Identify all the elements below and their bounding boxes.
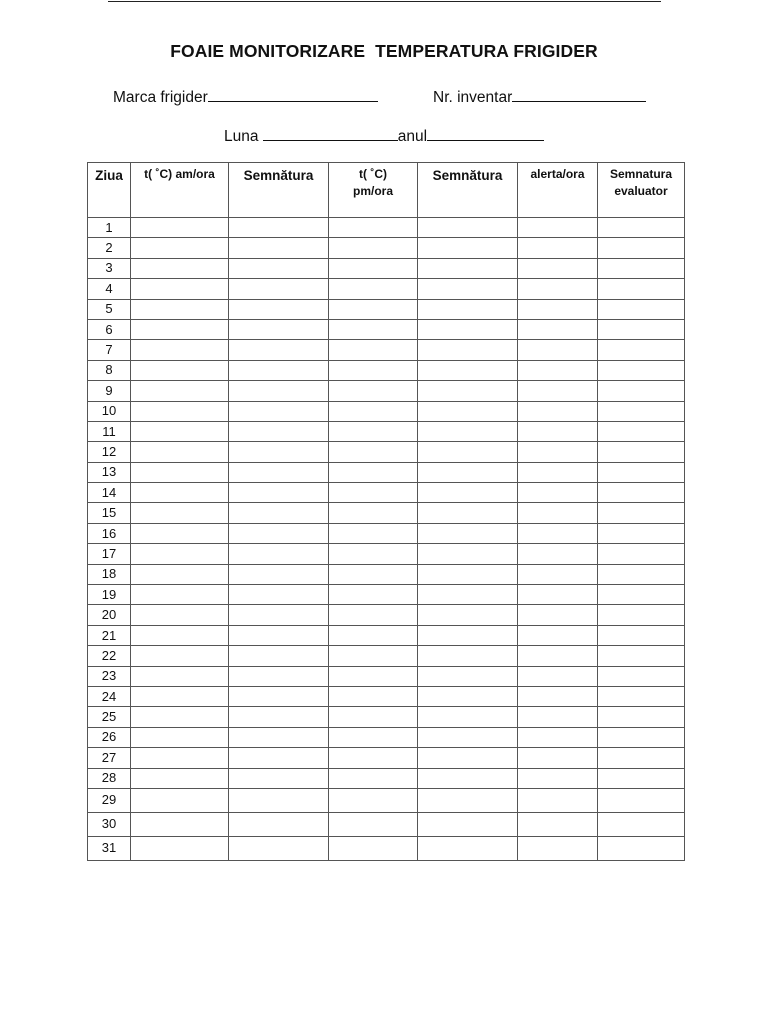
temp-pm-cell[interactable] <box>329 238 418 258</box>
evaluator-cell[interactable] <box>598 503 685 523</box>
temp-am-cell[interactable] <box>131 319 229 339</box>
temp-pm-cell[interactable] <box>329 686 418 706</box>
semnatura-2-cell[interactable] <box>418 462 518 482</box>
table-row <box>88 625 685 645</box>
temp-pm-cell[interactable] <box>329 748 418 768</box>
semnatura-1-cell[interactable] <box>229 707 329 727</box>
semnatura-2-cell[interactable] <box>418 340 518 360</box>
alerta-cell[interactable] <box>518 686 598 706</box>
semnatura-1-cell[interactable] <box>229 625 329 645</box>
semnatura-2-cell[interactable] <box>418 279 518 299</box>
temp-am-cell[interactable] <box>131 258 229 278</box>
semnatura-1-cell[interactable] <box>229 483 329 503</box>
evaluator-cell[interactable] <box>598 707 685 727</box>
luna-label: Luna <box>224 128 263 145</box>
semnatura-1-cell[interactable] <box>229 238 329 258</box>
semnatura-1-cell[interactable] <box>229 605 329 625</box>
semnatura-1-cell[interactable] <box>229 686 329 706</box>
temp-am-cell[interactable] <box>131 218 229 238</box>
table-row <box>88 279 685 299</box>
temp-pm-cell[interactable] <box>329 503 418 523</box>
semnatura-1-cell[interactable] <box>229 836 329 860</box>
header-temp-pm <box>329 163 418 218</box>
table-header-row <box>88 163 685 218</box>
evaluator-cell[interactable] <box>598 564 685 584</box>
alerta-cell[interactable] <box>518 279 598 299</box>
table-row <box>88 666 685 686</box>
semnatura-2-cell[interactable] <box>418 319 518 339</box>
alerta-cell[interactable] <box>518 625 598 645</box>
table-row <box>88 544 685 564</box>
day-number: 20 <box>88 605 131 625</box>
table-row <box>88 748 685 768</box>
alerta-cell[interactable] <box>518 462 598 482</box>
header-semnatura-2: Semnătura <box>418 163 518 218</box>
temp-pm-cell[interactable] <box>329 727 418 747</box>
evaluator-cell[interactable] <box>598 360 685 380</box>
temp-pm-cell[interactable] <box>329 788 418 812</box>
temp-pm-cell[interactable] <box>329 768 418 788</box>
day-number: 14 <box>88 483 131 503</box>
semnatura-1-cell[interactable] <box>229 340 329 360</box>
header-evaluator <box>598 163 685 218</box>
temp-am-cell[interactable] <box>131 421 229 441</box>
alerta-cell[interactable] <box>518 748 598 768</box>
temp-pm-cell[interactable] <box>329 442 418 462</box>
semnatura-2-cell[interactable] <box>418 625 518 645</box>
temp-am-cell[interactable] <box>131 340 229 360</box>
semnatura-2-cell[interactable] <box>418 605 518 625</box>
temp-pm-cell[interactable] <box>329 319 418 339</box>
header-evaluator-line2: evaluator <box>614 184 668 198</box>
day-number: 17 <box>88 544 131 564</box>
semnatura-2-cell[interactable] <box>418 238 518 258</box>
evaluator-cell[interactable] <box>598 421 685 441</box>
semnatura-1-cell[interactable] <box>229 258 329 278</box>
day-number: 26 <box>88 727 131 747</box>
evaluator-cell[interactable] <box>598 727 685 747</box>
temp-am-cell[interactable] <box>131 585 229 605</box>
day-number: 11 <box>88 421 131 441</box>
table-row <box>88 503 685 523</box>
alerta-cell[interactable] <box>518 299 598 319</box>
alerta-cell[interactable] <box>518 503 598 523</box>
table-row <box>88 381 685 401</box>
evaluator-cell[interactable] <box>598 544 685 564</box>
temp-pm-cell[interactable] <box>329 666 418 686</box>
temp-pm-cell[interactable] <box>329 401 418 421</box>
day-number: 25 <box>88 707 131 727</box>
anul-label: anul <box>397 128 428 145</box>
semnatura-2-cell[interactable] <box>418 360 518 380</box>
semnatura-2-cell[interactable] <box>418 727 518 747</box>
day-number: 5 <box>88 299 131 319</box>
temp-am-cell[interactable] <box>131 483 229 503</box>
day-number: 27 <box>88 748 131 768</box>
temp-pm-cell[interactable] <box>329 299 418 319</box>
alerta-cell[interactable] <box>518 442 598 462</box>
table-row <box>88 605 685 625</box>
temp-am-cell[interactable] <box>131 788 229 812</box>
temp-am-cell[interactable] <box>131 442 229 462</box>
semnatura-1-cell[interactable] <box>229 442 329 462</box>
alerta-cell[interactable] <box>518 401 598 421</box>
evaluator-cell[interactable] <box>598 218 685 238</box>
day-number: 21 <box>88 625 131 645</box>
semnatura-2-cell[interactable] <box>418 748 518 768</box>
evaluator-cell[interactable] <box>598 836 685 860</box>
semnatura-2-cell[interactable] <box>418 299 518 319</box>
evaluator-cell[interactable] <box>598 258 685 278</box>
temp-am-cell[interactable] <box>131 646 229 666</box>
alerta-cell[interactable] <box>518 768 598 788</box>
semnatura-2-cell[interactable] <box>418 503 518 523</box>
alerta-cell[interactable] <box>518 788 598 812</box>
day-number: 6 <box>88 319 131 339</box>
table-row <box>88 360 685 380</box>
temp-am-cell[interactable] <box>131 727 229 747</box>
evaluator-cell[interactable] <box>598 319 685 339</box>
day-number: 15 <box>88 503 131 523</box>
table-row <box>88 401 685 421</box>
table-row <box>88 421 685 441</box>
table-row <box>88 238 685 258</box>
alerta-cell[interactable] <box>518 605 598 625</box>
day-number: 29 <box>88 788 131 812</box>
temp-pm-cell[interactable] <box>329 605 418 625</box>
temp-am-cell[interactable] <box>131 544 229 564</box>
table-row <box>88 727 685 747</box>
temp-pm-cell[interactable] <box>329 836 418 860</box>
evaluator-cell[interactable] <box>598 340 685 360</box>
marca-field <box>113 86 378 107</box>
day-number: 19 <box>88 585 131 605</box>
temp-am-cell[interactable] <box>131 768 229 788</box>
temp-am-cell[interactable] <box>131 381 229 401</box>
semnatura-2-cell[interactable] <box>418 646 518 666</box>
semnatura-2-cell[interactable] <box>418 401 518 421</box>
alerta-cell[interactable] <box>518 381 598 401</box>
temp-am-cell[interactable] <box>131 462 229 482</box>
semnatura-1-cell[interactable] <box>229 812 329 836</box>
table-row <box>88 462 685 482</box>
header-temp-pm-line1: t( ˚C) <box>359 167 387 181</box>
alerta-cell[interactable] <box>518 319 598 339</box>
semnatura-1-cell[interactable] <box>229 585 329 605</box>
evaluator-cell[interactable] <box>598 585 685 605</box>
day-number: 18 <box>88 564 131 584</box>
table-row <box>88 299 685 319</box>
alerta-cell[interactable] <box>518 360 598 380</box>
semnatura-2-cell[interactable] <box>418 258 518 278</box>
day-number: 1 <box>88 218 131 238</box>
semnatura-1-cell[interactable] <box>229 421 329 441</box>
temp-pm-cell[interactable] <box>329 218 418 238</box>
day-number: 8 <box>88 360 131 380</box>
day-number: 24 <box>88 686 131 706</box>
semnatura-1-cell[interactable] <box>229 727 329 747</box>
semnatura-2-cell[interactable] <box>418 421 518 441</box>
table-row <box>88 707 685 727</box>
evaluator-cell[interactable] <box>598 812 685 836</box>
semnatura-1-cell[interactable] <box>229 646 329 666</box>
temp-pm-cell[interactable] <box>329 483 418 503</box>
alerta-cell[interactable] <box>518 585 598 605</box>
temp-am-cell[interactable] <box>131 605 229 625</box>
semnatura-2-cell[interactable] <box>418 686 518 706</box>
semnatura-1-cell[interactable] <box>229 401 329 421</box>
header-temp-am: t( ˚C) am/ora <box>131 163 229 218</box>
day-number: 3 <box>88 258 131 278</box>
marca-blank[interactable] <box>208 86 378 102</box>
day-number: 22 <box>88 646 131 666</box>
day-number: 16 <box>88 523 131 543</box>
semnatura-2-cell[interactable] <box>418 523 518 543</box>
evaluator-cell[interactable] <box>598 279 685 299</box>
day-number: 7 <box>88 340 131 360</box>
semnatura-1-cell[interactable] <box>229 381 329 401</box>
day-number: 31 <box>88 836 131 860</box>
semnatura-2-cell[interactable] <box>418 585 518 605</box>
alerta-cell[interactable] <box>518 646 598 666</box>
temp-pm-cell[interactable] <box>329 564 418 584</box>
evaluator-cell[interactable] <box>598 401 685 421</box>
semnatura-1-cell[interactable] <box>229 503 329 523</box>
day-number: 28 <box>88 768 131 788</box>
temp-am-cell[interactable] <box>131 564 229 584</box>
alerta-cell[interactable] <box>518 218 598 238</box>
day-number: 13 <box>88 462 131 482</box>
table-row <box>88 836 685 860</box>
temp-pm-cell[interactable] <box>329 544 418 564</box>
header-temp-pm-line2: pm/ora <box>352 184 393 198</box>
evaluator-cell[interactable] <box>598 381 685 401</box>
semnatura-1-cell[interactable] <box>229 319 329 339</box>
temperature-log-table <box>87 162 685 861</box>
semnatura-1-cell[interactable] <box>229 462 329 482</box>
semnatura-2-cell[interactable] <box>418 812 518 836</box>
marca-label: Marca frigider <box>113 89 208 106</box>
temp-pm-cell[interactable] <box>329 360 418 380</box>
temp-am-cell[interactable] <box>131 299 229 319</box>
alerta-cell[interactable] <box>518 812 598 836</box>
temp-am-cell[interactable] <box>131 401 229 421</box>
temp-am-cell[interactable] <box>131 279 229 299</box>
day-number: 2 <box>88 238 131 258</box>
table-row <box>88 523 685 543</box>
inventar-label: Nr. inventar <box>433 89 513 106</box>
semnatura-2-cell[interactable] <box>418 788 518 812</box>
semnatura-1-cell[interactable] <box>229 523 329 543</box>
table-row <box>88 812 685 836</box>
alerta-cell[interactable] <box>518 238 598 258</box>
alerta-cell[interactable] <box>518 836 598 860</box>
alerta-cell[interactable] <box>518 523 598 543</box>
header-semnatura-1: Semnătura <box>229 163 329 218</box>
temp-pm-cell[interactable] <box>329 258 418 278</box>
table-row <box>88 564 685 584</box>
evaluator-cell[interactable] <box>598 788 685 812</box>
semnatura-1-cell[interactable] <box>229 544 329 564</box>
evaluator-cell[interactable] <box>598 686 685 706</box>
temp-am-cell[interactable] <box>131 503 229 523</box>
temp-am-cell[interactable] <box>131 238 229 258</box>
semnatura-1-cell[interactable] <box>229 564 329 584</box>
alerta-cell[interactable] <box>518 483 598 503</box>
table-row <box>88 788 685 812</box>
temp-am-cell[interactable] <box>131 812 229 836</box>
day-number: 30 <box>88 812 131 836</box>
evaluator-cell[interactable] <box>598 768 685 788</box>
alerta-cell[interactable] <box>518 340 598 360</box>
semnatura-1-cell[interactable] <box>229 666 329 686</box>
alerta-cell[interactable] <box>518 421 598 441</box>
evaluator-cell[interactable] <box>598 442 685 462</box>
day-number: 10 <box>88 401 131 421</box>
evaluator-cell[interactable] <box>598 299 685 319</box>
semnatura-2-cell[interactable] <box>418 442 518 462</box>
semnatura-2-cell[interactable] <box>418 768 518 788</box>
temp-am-cell[interactable] <box>131 625 229 645</box>
alerta-cell[interactable] <box>518 258 598 278</box>
semnatura-2-cell[interactable] <box>418 666 518 686</box>
day-number: 4 <box>88 279 131 299</box>
header-evaluator-line1: Semnatura <box>609 167 673 181</box>
day-number: 23 <box>88 666 131 686</box>
temp-pm-cell[interactable] <box>329 340 418 360</box>
evaluator-cell[interactable] <box>598 666 685 686</box>
temp-pm-cell[interactable] <box>329 625 418 645</box>
day-number: 12 <box>88 442 131 462</box>
temp-am-cell[interactable] <box>131 686 229 706</box>
table-row <box>88 686 685 706</box>
temp-pm-cell[interactable] <box>329 462 418 482</box>
temp-pm-cell[interactable] <box>329 421 418 441</box>
temp-pm-cell[interactable] <box>329 523 418 543</box>
semnatura-1-cell[interactable] <box>229 218 329 238</box>
evaluator-cell[interactable] <box>598 646 685 666</box>
semnatura-2-cell[interactable] <box>418 483 518 503</box>
table-row <box>88 340 685 360</box>
table-row <box>88 646 685 666</box>
semnatura-1-cell[interactable] <box>229 360 329 380</box>
luna-field <box>224 125 544 146</box>
anul-blank[interactable] <box>427 125 544 141</box>
temp-am-cell[interactable] <box>131 523 229 543</box>
semnatura-2-cell[interactable] <box>418 218 518 238</box>
semnatura-2-cell[interactable] <box>418 381 518 401</box>
semnatura-1-cell[interactable] <box>229 279 329 299</box>
luna-blank[interactable] <box>263 125 398 141</box>
table-row <box>88 442 685 462</box>
evaluator-cell[interactable] <box>598 523 685 543</box>
temp-pm-cell[interactable] <box>329 279 418 299</box>
alerta-cell[interactable] <box>518 544 598 564</box>
evaluator-cell[interactable] <box>598 238 685 258</box>
inventar-blank[interactable] <box>512 86 646 102</box>
evaluator-cell[interactable] <box>598 748 685 768</box>
alerta-cell[interactable] <box>518 707 598 727</box>
temp-am-cell[interactable] <box>131 666 229 686</box>
evaluator-cell[interactable] <box>598 483 685 503</box>
temp-pm-cell[interactable] <box>329 585 418 605</box>
temp-pm-cell[interactable] <box>329 381 418 401</box>
temp-pm-cell[interactable] <box>329 707 418 727</box>
table-row <box>88 319 685 339</box>
evaluator-cell[interactable] <box>598 605 685 625</box>
header-alerta: alerta/ora <box>518 163 598 218</box>
temp-am-cell[interactable] <box>131 748 229 768</box>
semnatura-1-cell[interactable] <box>229 788 329 812</box>
semnatura-2-cell[interactable] <box>418 707 518 727</box>
header-ziua: Ziua <box>88 163 131 218</box>
inventar-field <box>433 86 646 107</box>
temp-pm-cell[interactable] <box>329 646 418 666</box>
table-body <box>88 218 685 861</box>
alerta-cell[interactable] <box>518 666 598 686</box>
table-row <box>88 768 685 788</box>
evaluator-cell[interactable] <box>598 625 685 645</box>
top-rule <box>108 1 661 2</box>
page-title: FOAIE MONITORIZARE TEMPERATURA FRIGIDER <box>170 41 598 61</box>
day-number: 9 <box>88 381 131 401</box>
temp-am-cell[interactable] <box>131 836 229 860</box>
temp-am-cell[interactable] <box>131 707 229 727</box>
semnatura-2-cell[interactable] <box>418 564 518 584</box>
table-row <box>88 258 685 278</box>
semnatura-2-cell[interactable] <box>418 836 518 860</box>
semnatura-2-cell[interactable] <box>418 544 518 564</box>
temp-am-cell[interactable] <box>131 360 229 380</box>
table-row <box>88 218 685 238</box>
alerta-cell[interactable] <box>518 727 598 747</box>
evaluator-cell[interactable] <box>598 462 685 482</box>
semnatura-1-cell[interactable] <box>229 299 329 319</box>
semnatura-1-cell[interactable] <box>229 748 329 768</box>
alerta-cell[interactable] <box>518 564 598 584</box>
temp-pm-cell[interactable] <box>329 812 418 836</box>
table-row <box>88 483 685 503</box>
table-row <box>88 585 685 605</box>
semnatura-1-cell[interactable] <box>229 768 329 788</box>
